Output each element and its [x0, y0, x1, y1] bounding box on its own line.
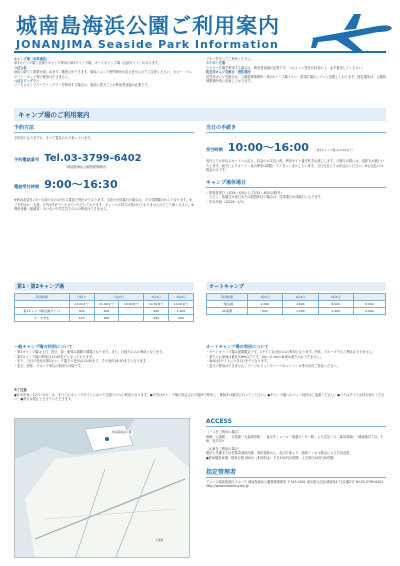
intro-item: つばさ浜 砂浜に降りて散策が楽しめます。磯遊びができます。事故によって野門海岸が洗えませんのでご注意ください。カヌー・ゴムボート・ヨット等の使用はできません。: [14, 65, 192, 79]
intro-item: マナーを守ってご利用ください。: [206, 57, 254, 61]
reservation-section: [14, 124, 194, 212]
rule-line: ・乗り入れ車両は最長5.8m以下です。4m～2.1mの車両は乗り入れできません。: [206, 354, 324, 359]
table-cell: [15, 301, 70, 308]
auto-rules: [206, 344, 386, 368]
checkin-time-note: （第2キャンプ場は13:00まで）: [313, 148, 355, 152]
checkin-head: 当日の手続き: [206, 124, 386, 133]
table-row: [15, 315, 194, 322]
table-cell: 8,000: [353, 301, 385, 308]
rule-line: ・第2キャンプ場は土日、祝日、春・夏休み期間の開場となります。また、日帰りのみの利用となります。: [14, 350, 166, 354]
access-section: [206, 418, 386, 489]
intro-item: キャンプ場（有料施設） 第1キャンプ場と日帰りキャンプ専用の第2キャンプ場、オートキャンプ場（区画サイト）があります。: [14, 57, 162, 66]
checkin-section: [206, 124, 386, 205]
table-cell: 小・中学生: [15, 315, 70, 322]
access-bus: JR線「大森駅」、京急線「大森海岸駅」、東京モノレール「流通センター駅」より京急バス（森32系統）「城南島四丁目」下車、徒歩3分: [206, 434, 384, 444]
camp-section-band: キャンプ場のご利用案内: [14, 108, 386, 121]
auto-table: [206, 293, 386, 315]
tel-label: 予約電話番号: [14, 156, 40, 162]
table-cell: 500: [247, 308, 282, 315]
access-title: ACCESS: [206, 418, 386, 427]
intro-left: [14, 57, 194, 88]
table-cell: 600: [94, 308, 119, 315]
map-graphic: [15, 419, 190, 558]
table-header: 3泊4日: [318, 294, 353, 301]
closed-line: ・年末年始（12/29～1/3）: [206, 199, 246, 204]
table-row: [207, 301, 386, 308]
table-header: 3泊4日: [169, 294, 194, 301]
notes-head: ※ご注意: [14, 388, 27, 392]
closed-line: ・教員休業日（3/26～4/5および7/21～8/31は除外）: [206, 190, 284, 195]
manager-info: アメニス城南島地区グループ 城南島海浜公園管理事務所 〒143-0002 東京都大田区城南島4丁目2番2号 Tel.03-3799-6402 http://www.seaside-park.jp: [206, 479, 387, 489]
checkin-row: [206, 136, 386, 155]
table-cell: 6,000: [318, 301, 353, 308]
table-cell: 300: [69, 308, 94, 315]
closed-head: キャンプ場休場日: [206, 179, 386, 188]
hours-row: [14, 173, 194, 192]
table-cell: 21:00まで: [69, 301, 94, 308]
rule-line: ・オートキャンプ場は夏期限定です。1サイト1区画のみの利用となります。団体、グループでのご利用はできません。: [206, 350, 376, 354]
general-rules: [14, 344, 194, 368]
table-cell: 1,200: [169, 308, 194, 315]
hours-value: 9:00～16:30: [44, 178, 118, 192]
checkin-time: 10:00～16:00: [227, 141, 309, 154]
table-cell: 2,000: [353, 308, 385, 315]
checkin-label: 受付時間: [206, 147, 223, 152]
table-header: 1泊2日: [94, 294, 144, 301]
tel-sub: （城南島海浜公園管理事務所）: [64, 164, 109, 169]
reservation-head: 予約方法: [14, 124, 194, 133]
table-cell: 600: [169, 315, 194, 322]
page-title: 城南島海浜公園ご利用案内: [16, 14, 280, 38]
general-rules-head: 一般キャンプ場の利用について: [14, 344, 73, 349]
notes-text: ●年末年始（12月～2月）は、すべてのキャンプサイトにおいて日帰りのみの利用となります。●火気はキャンプ場の指定された場所で使用し、後始末は確実に行ってください。●キャンプ場へのペット同伴はご遠慮ください。●ゴミはすべてお持ち帰りください。●焚火は禁止とさせていただきます。: [14, 392, 385, 402]
access-map: [14, 418, 190, 558]
notes-section: [14, 388, 386, 402]
rule-line: ・更衣、団体、グループ単位の利用も可能です。: [14, 363, 84, 368]
tel-number: Tel.03-3799-6402: [44, 152, 142, 164]
table-header: 2泊3日: [283, 294, 318, 301]
table-cell: [119, 308, 144, 315]
table-cell: 1,500: [318, 308, 353, 315]
table-row: [207, 308, 386, 315]
intro-item: つばさドッグラン ワンちゃんとフリーでドッグランを利用する場合は、事前に愛犬ごとの利用者登録が必要です。: [14, 79, 151, 88]
table-header: 日帰り: [69, 294, 94, 301]
camp12-section: [14, 282, 194, 322]
intro-item: 乳児用オムツ交換台・授乳場所 乳児用オムツ交換台は、公園管理事務所・第2キャンプ場トイレ・展望広場のトイレに設置しております。授乳場所は、公園管理事務所内に用意しております。: [206, 70, 386, 84]
rule-line: ・第2キャンプ場の利用は17:00までとなっております。: [14, 354, 96, 359]
table-cell: [119, 315, 144, 322]
intro-item: スケボー広場 スケボー広場を利用する場合は、利用者登録が必要です。ヘルメット等各自持参の上、必ず着用してください。: [206, 61, 366, 70]
intro-right: [206, 57, 386, 83]
table-cell: 第1キャンプ場(区画サイト): [15, 308, 70, 315]
table-cell: 10:00まで: [169, 301, 194, 308]
tel-row: [14, 146, 194, 165]
access-car-head: ［お車をご利用の場合］: [206, 446, 242, 451]
table-cell: 1,000: [283, 308, 318, 315]
camp12-table: [14, 293, 194, 322]
table-row: [15, 308, 194, 315]
access-bus-head: ［バスをご利用の場合］: [206, 430, 242, 434]
table-cell: 10:00まで: [144, 301, 169, 308]
camp12-head: 第1・第2キャンプ場: [14, 282, 194, 291]
table-cell: 2,000: [247, 301, 282, 308]
table-cell: AC電源: [207, 308, 248, 315]
checkin-notes: 受付にてお申込みカードへの記入、料金のお支払い後、利用サイト番号札をお渡しします。日帰りの際には、返却をお願いいたします。雨天によりオート・炎の使用は制限・アミをレンタルしています。当日当日にてお申込みください。※お支払いは現金のみです。: [206, 159, 385, 173]
closed-line: ただし、休場日が祝日または振替休日の場合は、翌休場日が休場日となります。: [206, 195, 324, 200]
access-car: 環状七号線または首都高速湾岸線、湾岸道路から、品川方面より、臨海トンネル経由に入り右折直進: [206, 451, 350, 456]
table-header: 利用時間: [15, 294, 70, 301]
map-label-station: 大森駅: [155, 538, 164, 542]
table-cell: 900: [144, 308, 169, 315]
airplane-icon: [308, 8, 394, 56]
auto-head: オートキャンプ: [206, 282, 386, 291]
table-header: [353, 294, 385, 301]
table-cell: 450: [144, 315, 169, 322]
hours-label: 電話受付時間: [14, 184, 40, 190]
table-cell: 21:00まで: [94, 301, 119, 308]
table-cell: 10:00まで: [119, 301, 144, 308]
access-parking: ●駐車場駐車場：駐車台数 284台（利用料金：平日100円/1時間、土日祝日200円/1時間）: [206, 455, 337, 460]
rule-line: ・また、当日の受付は第2キャンプ場での受付は13:00まで、その受付16:30までとなります。: [14, 359, 149, 364]
table-header: 2泊3日: [144, 294, 169, 301]
rule-line: ・車両は1サイトにつき1台までとなります。: [206, 359, 271, 364]
table-cell: 一般区画: [207, 301, 248, 308]
table-header: 1泊2日: [247, 294, 282, 301]
auto-rules-head: オートキャンプ場の利用について: [206, 344, 269, 349]
table-cell: 4,000: [283, 301, 318, 308]
map-label-park: 城南島海浜公園: [112, 430, 132, 434]
auto-section: [206, 282, 386, 315]
table-header: 利用時間: [207, 294, 248, 301]
page-subtitle: JONANJIMA Seaside Park Information: [16, 38, 279, 51]
table-cell: 300: [94, 315, 119, 322]
reservation-line: 予約前となりますが、すべて電話のみで承っています。: [14, 136, 94, 140]
manager-head: 指定管理者: [206, 467, 386, 478]
rule-line: ・雷天の使用はできません。テーブルセットやバーベキューコンロ等は各自ご持参ください。: [206, 363, 340, 368]
table-cell: 150: [69, 315, 94, 322]
reservation-notes: ※利用希望日の3ヶ月前の月の1日から電話で受付けております。当該日が休場日の場合は、その翌開場日からとなります。※ご予約はお一人様、月内1件までとさせていただいております。キャンセル待ちは受付けておりませんのでご了承ください。※利用者様（面積者）のいない中学生以下のみの利用はできません。: [14, 198, 194, 212]
